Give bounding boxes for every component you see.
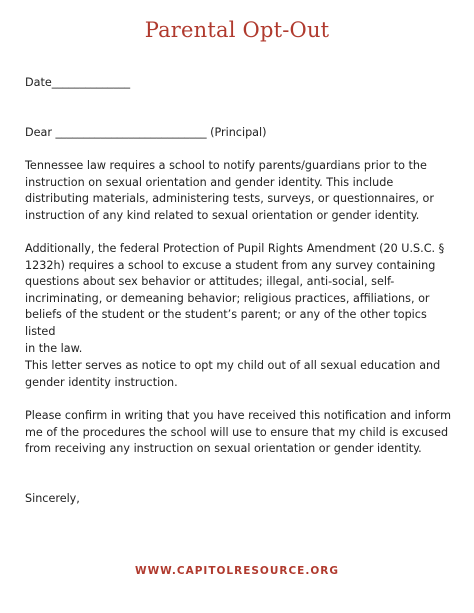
footer-website: WWW.CAPITOLRESOURCE.ORG [135, 565, 339, 577]
paragraph-ppra: Additionally, the federal Protection of Pupil Rights Amendment (20 U.S.C. § 1232h) requires a school to excuse a student from any survey containing questions about sex behavior or attitudes; illegal, anti-social, self- incriminating, or demeaning behavior; religious practices, affiliations, or beliefs of the student or the student’s parent; or any of the other topics listed in the law. [25, 242, 445, 355]
paragraph-notification: Tennessee law requires a school to notify parents/guardians prior to the instruction on sexual orientation and gender identity. This include distributing materials, administering tests, surveys, or questionnaires, or instruction of any kind related to sexual orientation or gender identity. [25, 159, 434, 222]
document-title: Parental Opt-Out [144, 18, 330, 42]
date-line: Date______________ [25, 76, 131, 89]
salutation-line: Dear ___________________________ (Principal) [25, 126, 267, 139]
paragraph-confirm: Please confirm in writing that you have received this notification and inform me of the procedures the school will use to ensure that my child is excused from receiving any instruction on sexual orientation or gender identity. [25, 409, 451, 456]
paragraph-notice: This letter serves as notice to opt my child out of all sexual education and gender identity instruction. [25, 359, 441, 389]
closing-line: Sincerely, [25, 492, 80, 505]
